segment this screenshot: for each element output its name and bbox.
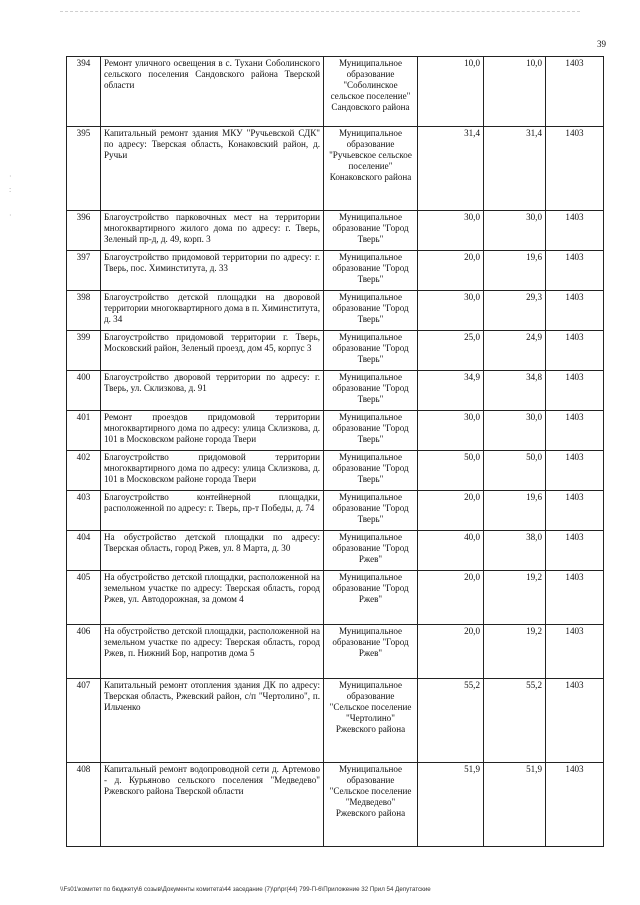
municipality: Муниципальное образование "Город Тверь"	[324, 451, 418, 491]
table-row	[67, 763, 604, 847]
amount-planned: 55,2	[418, 679, 484, 763]
amount-planned: 20,0	[418, 571, 484, 625]
row-number: 404	[67, 531, 101, 571]
amount-actual: 19,2	[484, 625, 546, 679]
municipality: Муниципальное образование "Город Тверь"	[324, 371, 418, 411]
project-name: Благоустройство детской площадки на дворовой территории многоквартирного дома в п. Химинститута, д. 34	[101, 291, 324, 331]
amount-planned: 51,9	[418, 763, 484, 847]
row-number: 396	[67, 211, 101, 251]
amount-planned: 10,0	[418, 57, 484, 127]
project-name: Капитальный ремонт водопроводной сети д. Артемово - д. Курьяново сельского поселения "Медведево" Ржевского района Тверской области	[101, 763, 324, 847]
row-number: 398	[67, 291, 101, 331]
amount-planned: 30,0	[418, 411, 484, 451]
row-number: 403	[67, 491, 101, 531]
amount-planned: 34,9	[418, 371, 484, 411]
amount-planned: 20,0	[418, 251, 484, 291]
table-row	[67, 371, 604, 411]
project-name: На обустройство детской площадки, расположенной на земельном участке по адресу: Тверская область, город Ржев, п. Нижний Бор, напротив дома 5	[101, 625, 324, 679]
amount-planned: 30,0	[418, 211, 484, 251]
amount-actual: 24,9	[484, 331, 546, 371]
municipality: Муниципальное образование "Ручьевское сельское поселение" Конаковского района	[324, 127, 418, 211]
table-row	[67, 211, 604, 251]
row-number: 401	[67, 411, 101, 451]
municipality: Муниципальное образование "Город Тверь"	[324, 291, 418, 331]
municipality: Муниципальное образование "Город Тверь"	[324, 411, 418, 451]
project-name: Капитальный ремонт здания МКУ "Ручьевской СДК" по адресу: Тверская область, Конаковский район, д. Ручьи	[101, 127, 324, 211]
budget-code: 1403	[546, 251, 604, 291]
municipality: Муниципальное образование "Город Ржев"	[324, 531, 418, 571]
table-row	[67, 571, 604, 625]
municipality: Муниципальное образование "Сельское поселение "Медведево" Ржевского района	[324, 763, 418, 847]
municipality: Муниципальное образование "Город Тверь"	[324, 331, 418, 371]
budget-code: 1403	[546, 57, 604, 127]
amount-actual: 19,2	[484, 571, 546, 625]
project-name: Благоустройство придомовой территории многоквартирного дома по адресу: улица Склизкова, д. 101 в Московском районе города Твери	[101, 451, 324, 491]
municipality: Муниципальное образование "Город Ржев"	[324, 625, 418, 679]
table-row	[67, 451, 604, 491]
row-number: 394	[67, 57, 101, 127]
table-body	[67, 57, 604, 847]
project-name: Капитальный ремонт отопления здания ДК по адресу: Тверская область, Ржевский район, с/п "Чертолино", п. Ильченко	[101, 679, 324, 763]
project-name: Ремонт проездов придомовой территории многоквартирного дома по адресу: улица Склизкова, д. 101 в Московском районе города Твери	[101, 411, 324, 451]
row-number: 400	[67, 371, 101, 411]
amount-planned: 20,0	[418, 625, 484, 679]
project-name: На обустройство детской площадки, расположенной на земельном участке по адресу: Тверская область, город Ржев, ул. Автодорожная, за домом 4	[101, 571, 324, 625]
amount-actual: 10,0	[484, 57, 546, 127]
budget-code: 1403	[546, 371, 604, 411]
budget-code: 1403	[546, 127, 604, 211]
amount-actual: 50,0	[484, 451, 546, 491]
project-name: Благоустройство придомовой территории г. Тверь, Московский район, Зеленый проезд, дом 45, корпус 3	[101, 331, 324, 371]
budget-code: 1403	[546, 571, 604, 625]
budget-code: 1403	[546, 211, 604, 251]
row-number: 405	[67, 571, 101, 625]
row-number: 408	[67, 763, 101, 847]
table-row	[67, 625, 604, 679]
municipality: Муниципальное образование "Город Тверь"	[324, 491, 418, 531]
municipality: Муниципальное образование "Город Тверь"	[324, 251, 418, 291]
table-row	[67, 531, 604, 571]
amount-actual: 19,6	[484, 491, 546, 531]
project-name: Ремонт уличного освещения в с. Тухани Соболинского сельского поселения Сандовского района Тверской области	[101, 57, 324, 127]
scan-artifact-line	[60, 11, 580, 13]
amount-planned: 31,4	[418, 127, 484, 211]
page-number: 39	[597, 39, 606, 49]
budget-code: 1403	[546, 331, 604, 371]
amount-actual: 31,4	[484, 127, 546, 211]
amount-planned: 20,0	[418, 491, 484, 531]
table-row	[67, 251, 604, 291]
amount-actual: 29,3	[484, 291, 546, 331]
amount-actual: 30,0	[484, 211, 546, 251]
table-row	[67, 411, 604, 451]
municipality: Муниципальное образование "Город Тверь"	[324, 211, 418, 251]
table-row	[67, 679, 604, 763]
table-row	[67, 291, 604, 331]
budget-code: 1403	[546, 763, 604, 847]
municipality: Муниципальное образование "Сельское поселение "Чертолино" Ржевского района	[324, 679, 418, 763]
file-path-footer: \\Fs01\комитет по бюджету\6 созыв\Документы комитета\44 заседание (7)\pr\pr(44) 799-П-6\Приложение 32 Прил 54 Депутатские	[60, 886, 431, 893]
project-name: Благоустройство дворовой территории по адресу: г. Тверь, ул. Склизкова, д. 91	[101, 371, 324, 411]
amount-planned: 25,0	[418, 331, 484, 371]
amount-planned: 40,0	[418, 531, 484, 571]
scan-margin-marks: · : ·	[9, 172, 12, 220]
amount-actual: 34,8	[484, 371, 546, 411]
appropriations-table	[66, 56, 604, 847]
row-number: 402	[67, 451, 101, 491]
amount-planned: 50,0	[418, 451, 484, 491]
project-name: На обустройство детской площадки по адресу: Тверская область, город Ржев, ул. 8 Марта, д. 30	[101, 531, 324, 571]
budget-code: 1403	[546, 531, 604, 571]
amount-actual: 51,9	[484, 763, 546, 847]
amount-actual: 19,6	[484, 251, 546, 291]
budget-code: 1403	[546, 679, 604, 763]
municipality: Муниципальное образование "Город Ржев"	[324, 571, 418, 625]
table-row	[67, 57, 604, 127]
budget-code: 1403	[546, 451, 604, 491]
project-name: Благоустройство контейнерной площадки, расположенной по адресу: г. Тверь, пр-т Победы, д. 74	[101, 491, 324, 531]
amount-planned: 30,0	[418, 291, 484, 331]
row-number: 397	[67, 251, 101, 291]
municipality: Муниципальное образование "Соболинское сельское поселение" Сандовского района	[324, 57, 418, 127]
budget-code: 1403	[546, 625, 604, 679]
budget-code: 1403	[546, 291, 604, 331]
table-row	[67, 491, 604, 531]
row-number: 407	[67, 679, 101, 763]
row-number: 406	[67, 625, 101, 679]
amount-actual: 55,2	[484, 679, 546, 763]
budget-code: 1403	[546, 411, 604, 451]
amount-actual: 38,0	[484, 531, 546, 571]
amount-actual: 30,0	[484, 411, 546, 451]
row-number: 395	[67, 127, 101, 211]
project-name: Благоустройство придомовой территории по адресу: г. Тверь, пос. Химинститута, д. 33	[101, 251, 324, 291]
table-row	[67, 331, 604, 371]
table-row	[67, 127, 604, 211]
project-name: Благоустройство парковочных мест на территории многоквартирного жилого дома по адресу: г. Тверь, Зеленый пр-д, д. 49, корп. 3	[101, 211, 324, 251]
row-number: 399	[67, 331, 101, 371]
budget-code: 1403	[546, 491, 604, 531]
